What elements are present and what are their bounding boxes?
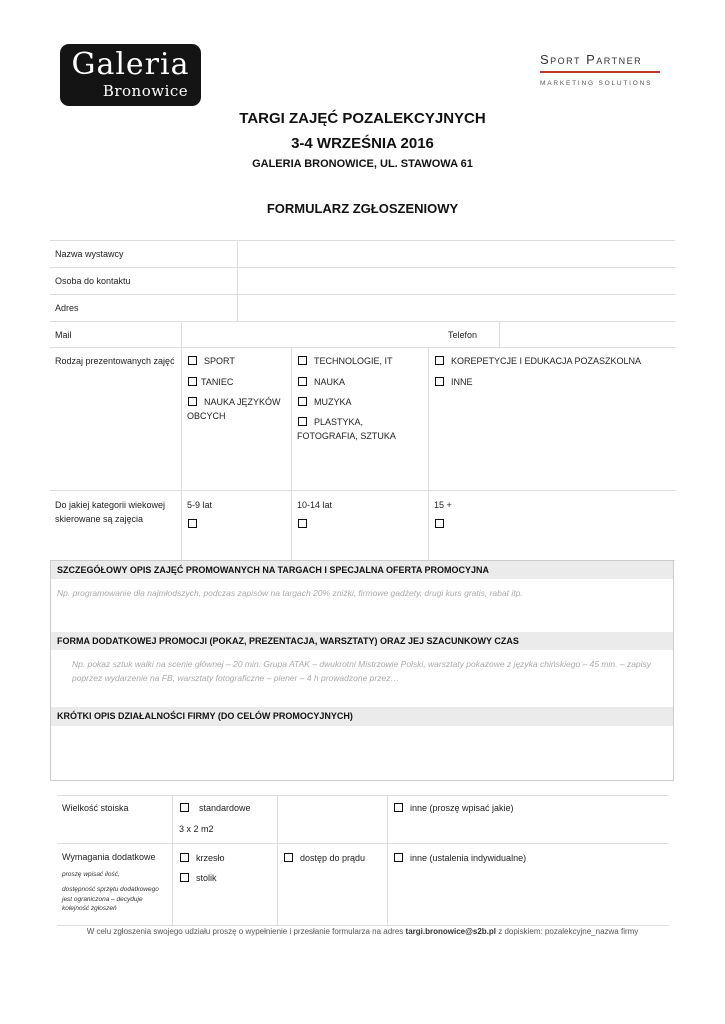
mail-field[interactable] (184, 322, 440, 346)
promotion-placeholder[interactable]: Np. pokaz sztuk walki na scenie głównej – 20 min. Grupa ATAK – dwukrotni Mistrzowie Polski, warsztaty pokazowe z języka chińskiego – 45 min. – zapisy poprzez wydarzenie na FB, warsztaty fotograficzne – plener – 4 h prowadzone przez… (72, 659, 652, 683)
age-label: Do jakiej kategorii wiekowej skierowane są zajęcia (55, 500, 166, 524)
option-inne: INNE (451, 377, 473, 387)
phone-field[interactable] (502, 322, 674, 346)
exhibitor-field[interactable] (240, 241, 674, 266)
galeria-bronowice-logo (60, 44, 201, 106)
stand-label: Wielkość stoiska (62, 803, 129, 813)
age-option-15: 15 + (434, 500, 452, 510)
event-location: GALERIA BRONOWICE, UL. STAWOWA 61 (252, 158, 473, 170)
address-field[interactable] (240, 295, 674, 320)
checkbox-age-10-14[interactable] (298, 519, 307, 528)
option-sport: SPORT (204, 356, 235, 366)
extra-note-quantity: proszę wpisać ilość, (62, 871, 120, 878)
footer-text-before: W celu zgłoszenia swojego udziału proszę o wypełnienie i przesłanie formularza na adres (86, 927, 406, 936)
table-line (50, 347, 675, 348)
option-plastyka: PLASTYKA, FOTOGRAFIA, SZTUKA (297, 417, 396, 441)
offer-placeholder[interactable]: Np. programowanie dla najmłodszych, podczas zapisów na targach 20% zniżki, firmowe gadżety, drugi kurs gratis, rabat itp. (57, 588, 523, 598)
stand-other: inne (proszę wpisać jakie) (410, 803, 514, 813)
logo-bronowice-text: Bronowice (102, 82, 189, 100)
event-title: TARGI ZAJĘĆ POZALEKCYJNYCH (239, 110, 486, 127)
section-company-title: KRÓTKI OPIS DZIAŁALNOŚCI FIRMY (DO CELÓW PROMOCYJNYCH) (57, 711, 353, 721)
stand-standard: standardowe (199, 803, 251, 813)
checkbox-stand-other[interactable] (394, 803, 403, 812)
option-taniec: TANIEC (201, 377, 234, 387)
extra-chair: krzesło (196, 853, 225, 863)
exhibitor-label: Nazwa wystawcy (55, 249, 124, 259)
section-promotion-title: FORMA DODATKOWEJ PROMOCJI (POKAZ, PREZENTACJA, WARSZTATY) ORAZ JEJ SZACUNKOWY CZAS (57, 636, 519, 646)
checkbox-power[interactable] (284, 853, 293, 862)
sport-partner-logo: Sport Partner (540, 52, 643, 67)
footer-note (0, 927, 725, 936)
table-line (57, 795, 669, 796)
contact-label: Osoba do kontaktu (55, 276, 131, 286)
table-divider (277, 795, 278, 925)
extra-power: dostęp do prądu (300, 853, 366, 863)
option-technologie: TECHNOLOGIE, IT (314, 356, 393, 366)
mail-label: Mail (55, 330, 72, 340)
table-divider (387, 795, 388, 925)
footer-text-after: z dopiskiem: pozalekcyjne_nazwa firmy (496, 927, 639, 936)
phone-label: Telefon (448, 330, 478, 340)
table-divider (237, 240, 238, 321)
extra-note-availability: dostępność sprzętu dodatkowego jest ograniczona – decyduje kolejność zgłoszeń (62, 886, 159, 912)
table-line (57, 843, 669, 844)
table-divider (428, 347, 429, 560)
age-option-10-14: 10-14 lat (297, 500, 333, 510)
checkbox-sport[interactable] (188, 356, 197, 365)
checkbox-taniec[interactable] (188, 377, 197, 386)
checkbox-muzyka[interactable] (298, 397, 307, 406)
checkbox-chair[interactable] (180, 853, 189, 862)
activities-label: Rodzaj prezentowanych zajęć (55, 356, 175, 366)
marketing-solutions-text: MARKETING SOLUTIONS (540, 80, 653, 87)
checkbox-technologie[interactable] (298, 356, 307, 365)
checkbox-standard[interactable] (180, 803, 189, 812)
option-nauka-jezykow: NAUKA JĘZYKÓW OBCYCH (187, 397, 281, 421)
checkbox-korepetycje[interactable] (435, 356, 444, 365)
form-title: FORMULARZ ZGŁOSZENIOWY (266, 201, 459, 216)
extra-other: inne (ustalenia indywidualne) (410, 853, 527, 863)
checkbox-extra-other[interactable] (394, 853, 403, 862)
checkbox-table[interactable] (180, 873, 189, 882)
checkbox-nauka[interactable] (298, 377, 307, 386)
logo-galeria-text: Galeria (71, 47, 190, 82)
event-date: 3-4 WRZEŚNIA 2016 (291, 135, 434, 152)
option-korepetycje: KOREPETYCJE I EDUKACJA POZASZKOLNA (451, 356, 642, 366)
table-divider (181, 321, 182, 560)
table-divider (172, 795, 173, 925)
footer-email[interactable]: targi.bronowice@s2b.pl (405, 927, 497, 936)
extra-label: Wymagania dodatkowe (62, 852, 156, 862)
contact-field[interactable] (240, 268, 674, 293)
table-line (57, 925, 669, 926)
checkbox-age-15[interactable] (435, 519, 444, 528)
checkbox-inne[interactable] (435, 377, 444, 386)
sport-partner-underline (540, 71, 660, 73)
option-muzyka: MUZYKA (314, 397, 352, 407)
company-description-field[interactable] (52, 727, 672, 779)
age-option-5-9: 5-9 lat (187, 500, 213, 510)
option-nauka: NAUKA (314, 377, 346, 387)
table-divider (291, 347, 292, 560)
section-offer-title: SZCZEGÓŁOWY OPIS ZAJĘĆ PROMOWANYCH NA TARGACH I SPECJALNA OFERTA PROMOCYJNA (57, 565, 490, 575)
extra-table: stolik (196, 873, 217, 883)
table-divider (499, 321, 500, 347)
checkbox-age-5-9[interactable] (188, 519, 197, 528)
table-line (50, 490, 675, 491)
address-label: Adres (55, 303, 79, 313)
stand-size: 3 x 2 m2 (179, 824, 214, 834)
